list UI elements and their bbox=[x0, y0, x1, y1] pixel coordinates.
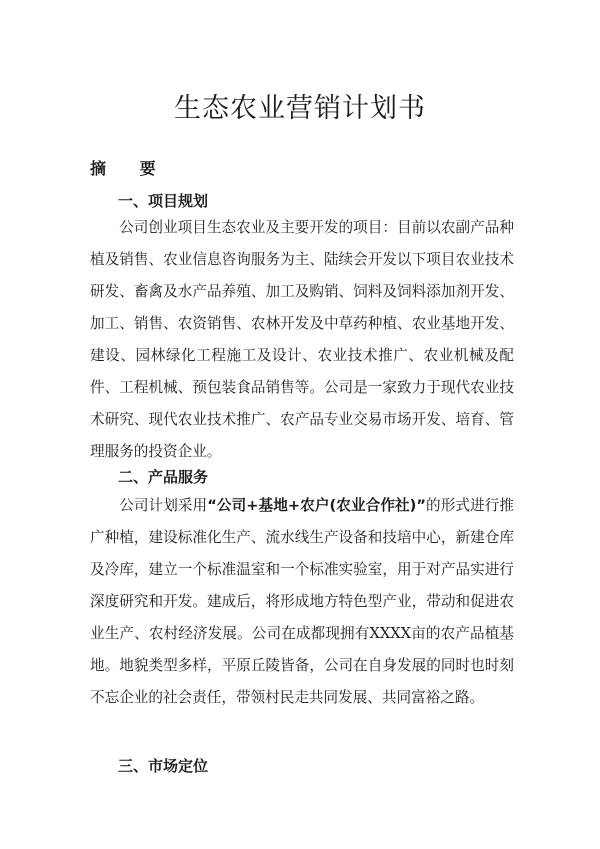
paragraph-text-after: 的形式进行推广种植，建设标准化生产、流水线生产设备和技培中心，新建仓库及冷库，建立一个标准温室和一个标准实验室，用于对产品实进行深度研究和开发。建成后，将形成地方特色型产业，带动和促进农业生产、农村经济发展。公司在成都现拥有XXXX亩的农产品植基地。地貌类型多样，平原丘陵皆备，公司在自身发展的同时也时刻不忘企业的社会责任，带领村民走共同发展、共同富裕之路。 bbox=[90, 497, 514, 706]
section-heading-market-positioning: 三、市场定位 bbox=[118, 757, 209, 775]
section-paragraph-project-planning: 公司创业项目生态农业及主要开发的项目：目前以农副产品种植及销售、农业信息咨询服务为主、陆续会开发以下项目农业技术研发、畜禽及水产品养殖、加工及购销、饲料及饲料添加剂开发、加工、销售、农资销售、农林开发及中草药种植、农业基地开发、建设、园林绿化工程施工及设计、农业技术推广、农业机械及配件、工程机械、预包装食品销售等。公司是一家致力于现代农业技术研究、现代农业技术推广、农产品专业交易市场开发、培育、管理服务的投资企业。 bbox=[90, 219, 514, 460]
section-paragraph-product-services bbox=[90, 490, 514, 714]
section-heading-project-planning: 一、项目规划 bbox=[118, 192, 209, 210]
paragraph-bold-model: “公司+基地+农户(农业合作社)” bbox=[207, 497, 426, 514]
document-title: 生态农业营销计划书 bbox=[174, 93, 426, 124]
paragraph-text-before: 公司计划采用 bbox=[119, 497, 208, 514]
section-heading-product-services: 二、产品服务 bbox=[118, 468, 209, 486]
abstract-heading: 摘 要 bbox=[90, 159, 170, 178]
